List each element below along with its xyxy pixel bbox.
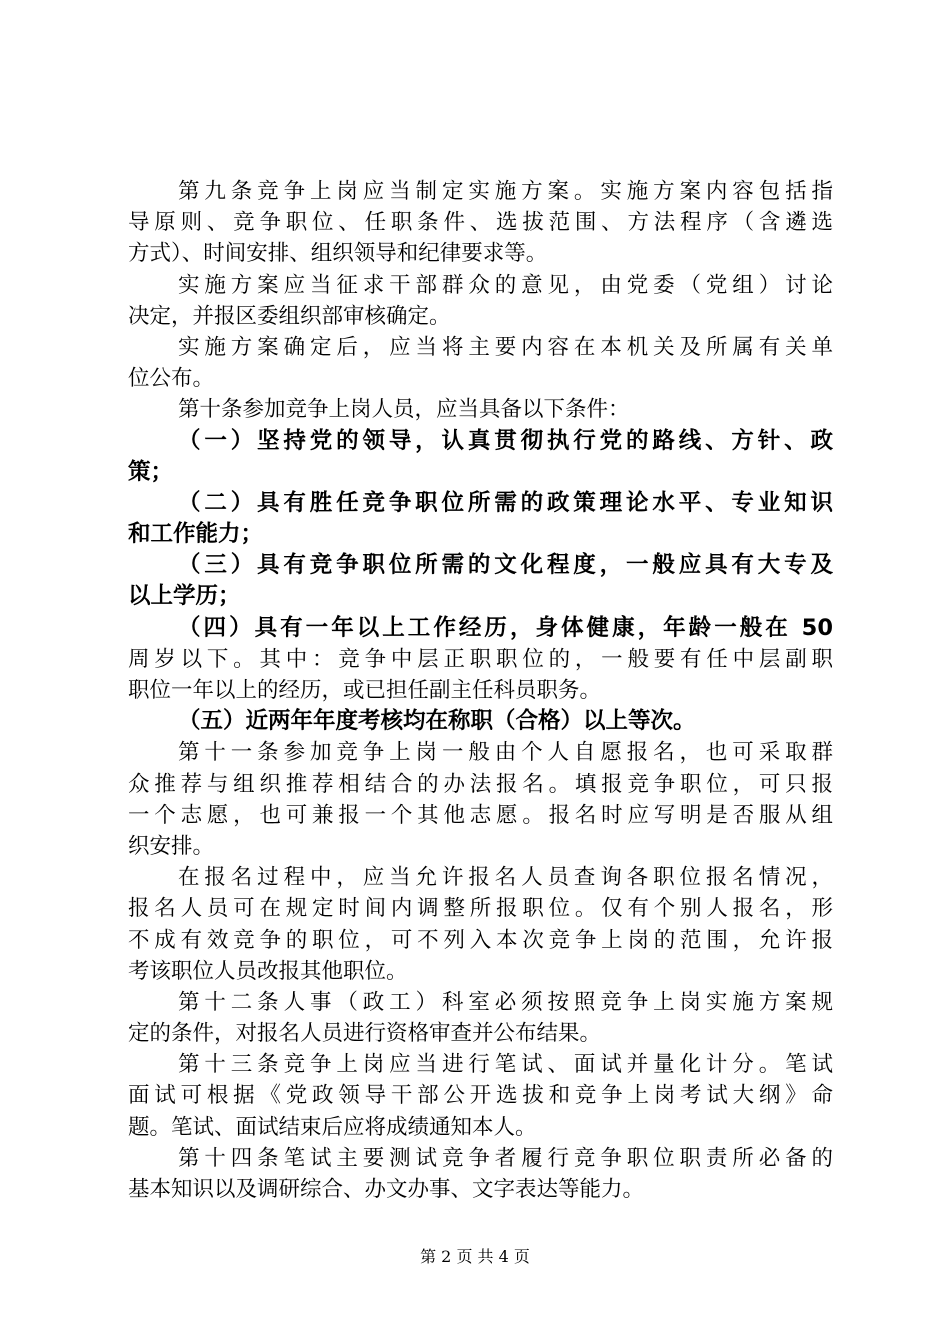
text-line: 一个志愿，也可兼报一个其他志愿。报名时应写明是否服从组 [128, 802, 833, 828]
text-line: （四）具有一年以上工作经历，身体健康，年龄一般在 50 [178, 614, 833, 641]
text-line: 第十四条笔试主要测试竞争者履行竞争职位职责所必备的 [178, 1145, 833, 1171]
text-line: 以上学历； [128, 583, 241, 610]
text-line: （一）坚持党的领导，认真贯彻执行党的路线、方针、政 [178, 427, 833, 454]
text-line: （三）具有竞争职位所需的文化程度，一般应具有大专及 [178, 552, 833, 579]
text-line: 基本知识以及调研综合、办文办事、文字表达等能力。 [128, 1177, 645, 1202]
text-line: 第十三条竞争上岗应当进行笔试、面试并量化计分。笔试 [178, 1052, 833, 1078]
text-line: 导原则、竞争职位、任职条件、选拔范围、方法程序（含遴选 [128, 210, 833, 236]
text-line: 第十二条人事（政工）科室必须按照竞争上岗实施方案规 [178, 989, 833, 1015]
text-line: （五）近两年年度考核均在称职（合格）以上等次。 [178, 708, 696, 735]
text-line: 在报名过程中，应当允许报名人员查询各职位报名情况， [178, 865, 833, 891]
text-line: 第十条参加竞争上岗人员，应当具备以下条件： [178, 397, 630, 423]
text-line: 第十一条参加竞争上岗一般由个人自愿报名，也可采取群 [178, 740, 833, 766]
text-line: 位公布。 [128, 366, 215, 392]
text-line: 方式）、时间安排、组织领导和纪律要求等。 [128, 241, 548, 267]
text-line: 定的条件，对报名人员进行资格审查并公布结果。 [128, 1021, 602, 1047]
text-line: 周岁以下。其中：竞争中层正职职位的，一般要有任中层副职 [128, 646, 833, 672]
text-line: 织安排。 [128, 833, 215, 859]
text-line: 众推荐与组织推荐相结合的办法报名。填报竞争职位，可只报 [128, 771, 833, 797]
text-line: 实施方案确定后，应当将主要内容在本机关及所属有关单 [178, 334, 833, 360]
text-line: 策； [128, 458, 174, 485]
text-line: 面试可根据《党政领导干部公开选拔和竞争上岗考试大纲》命 [128, 1083, 833, 1109]
text-line: 职位一年以上的经历，或已担任副主任科员职务。 [128, 678, 602, 703]
document-body [128, 176, 833, 1205]
text-line: 第九条竞争上岗应当制定实施方案。实施方案内容包括指 [178, 179, 833, 204]
text-line: 不成有效竞争的职位，可不列入本次竞争上岗的范围，允许报 [128, 927, 833, 953]
text-line: 题。笔试、面试结束后应将成绩通知本人。 [128, 1114, 537, 1140]
text-line: 考该职位人员改报其他职位。 [128, 958, 408, 984]
text-line: 决定，并报区委组织部审核确定。 [128, 303, 451, 329]
text-line: 报名人员可在规定时间内调整所报职位。仅有个别人报名，形 [128, 896, 833, 922]
text-line: 实施方案应当征求干部群众的意见，由党委（党组）讨论 [178, 272, 833, 298]
page-footer: 第 2 页 共 4 页 [420, 1247, 530, 1266]
text-line: （二）具有胜任竞争职位所需的政策理论水平、专业知识 [178, 489, 833, 516]
text-line: 和工作能力； [128, 521, 264, 548]
